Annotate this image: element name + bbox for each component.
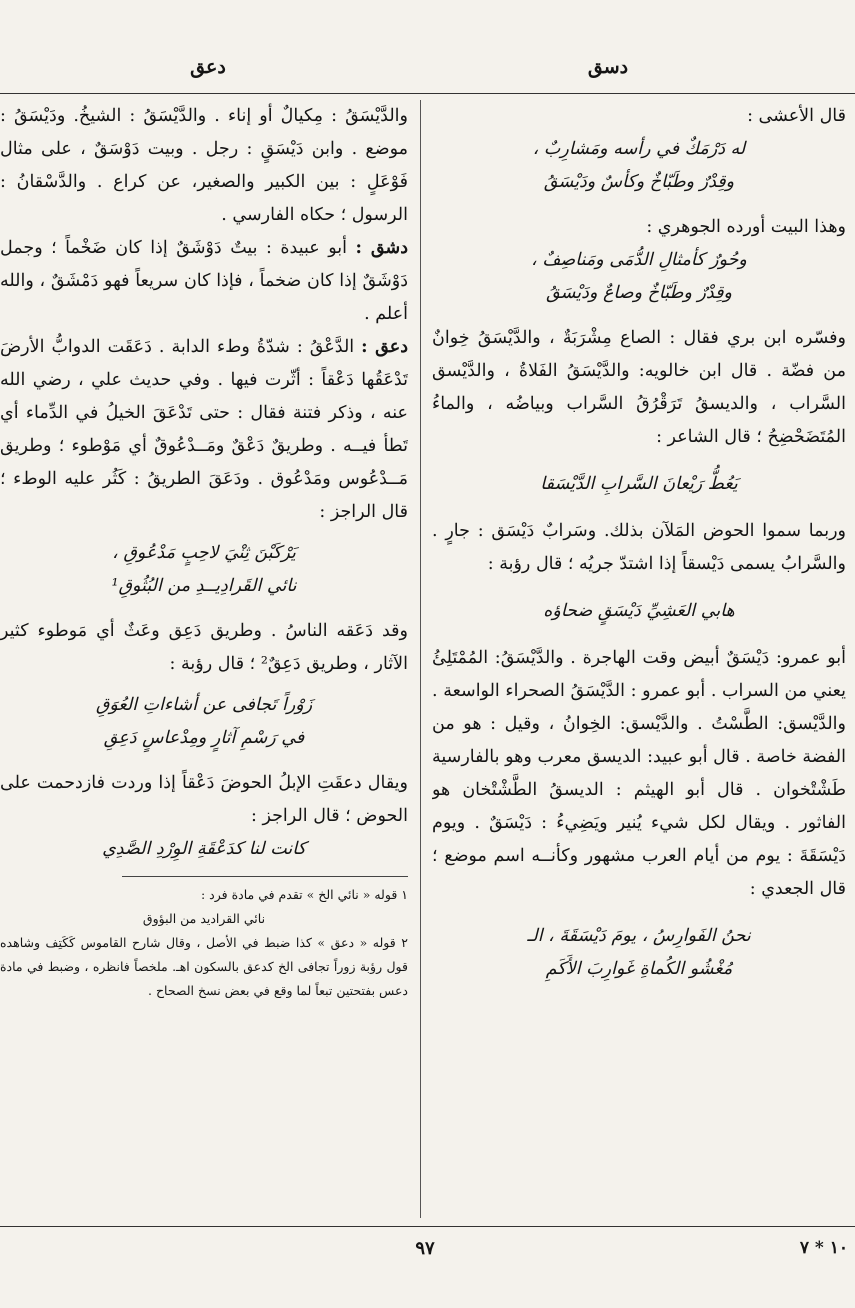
footnote: ١ قوله « نائي الخ » تقدم في مادة فرد :	[201, 887, 408, 902]
entry-daaq	[0, 331, 408, 529]
entry-text: أبو عبيدة : بيتٌ دَوْشَقٌ إذا كان ضَخْماً ؛ وجمل دَوْشَقٌ إذا كان ضخماً ، فإذا كان سريعاً فهو دَمْشَقٌ ، والله أعلم .	[0, 238, 408, 324]
right-running-head: دسق	[587, 56, 629, 78]
signature-mark: ١٠ * ٧	[799, 1238, 848, 1258]
verse-line: في رَسْمِ آثارٍ ومِدْعاسٍ دَعِقِ	[103, 728, 305, 748]
verse-line: وحُورٌ كأمثالِ الدُّمَى ومَناصِفٌ ،	[531, 250, 747, 270]
left-running-head: دعق	[190, 56, 226, 78]
paragraph: أبو عمرو: دَيْسَقٌ أبيض وقت الهاجرة . والدَّيْسَقُ: المُمْتَلِئُ يعني من السراب . أبو عمرو : الدَّيْسَقُ الصحراء الواسعة . والدَّيْسق: الطَّسْتُ . والدَّيْسق: الخِوانُ ، وقيل : هو من الفضة خاصة . قال أبو عبيد: الديسق معرب وهو بالفارسية طَشْتْخوان . قال أبو الهيثم : الديسقُ الطَّشْتْخان هو الفاثور . ويقال لكل شيء يُنير ويَضِيءُ : دَيْسَقٌ . ويوم دَيْسَقَةَ : يوم من أيام العرب مشهور وكأنــه اسم موضع ؛ قال الجعدي :	[432, 648, 846, 899]
paragraph: وهذا البيت أورده الجوهري :	[646, 217, 846, 237]
verse-line: له دَرْمَكٌ في رأسه ومَشارِبٌ ،	[532, 139, 746, 159]
paragraph: وفسّره ابن بري فقال : الصاع مِشْرَبَةٌ ، والدَّيْسَقُ خِوانٌ من فضّة . قال ابن خالويه: والدَّيْسَقُ الفَلاةُ ، والدَّيْسق السَّراب ، والديسقُ تَرَقْرُقُ السَّراب وبياضُه ، والماءُ المُتَضَحْضِحُ ؛ قال الشاعر :	[432, 328, 846, 447]
verse-line: مُغْشُو الكُماةِ غَوارِبَ الأَكَمِ	[545, 959, 733, 979]
verse-line: يَرْكَبْنَ ثِنْيَ لاحِبٍ مَدْعُوقِ ،	[112, 543, 296, 563]
entry-text: الدَّعْقُ : شدّةُ وطء الدابة . دَعَقَت الدوابُّ الأرضَ تَدْعَقُها دَعْقاً : أثّرت فيها . وفي حديث علي ، رضي الله عنه ، وذكر فتنة فقال : حتى تَدْعَقَ الخيلُ في الدِّماء أي تَطأ فيــه . وطريقٌ دَعْقٌ ومَــدْعُوقٌ أي مَوْطوء ؛ وطريق مَــدْعُوس ومَدْعُوق . ودَعَقَ الطريقُ : كَثُر عليه الوطء ؛ قال الراجز :	[0, 337, 408, 522]
lemma-headword: دشق :	[355, 238, 408, 258]
verse-line: زَوْراً تَجافى عن أشاءاتِ العُوَقِ	[95, 695, 313, 715]
footnote-verse: نائي القراديد من البؤوق	[142, 911, 266, 926]
footnote: ٢ قوله « دعق » كذا ضبط في الأصل ، وقال شارح القاموس كَكَتِف وشاهده قول رؤبة زوراً تجافى الخ كدعق بالسكون اهـ. ملخصاً فانظره ، وضبط في مادة دعس بفتحتين تبعاً لما وقع في بعض نسخ الصحاح .	[0, 935, 408, 998]
footnote-rule	[122, 876, 408, 877]
paragraph: وقد دَعَقه الناسُ . وطريق دَعِق وعَثٌ أي مَوطوء كثير الآثار ، وطريق دَعِقٌ² ؛ قال رؤبة :	[0, 621, 408, 674]
paragraph: قال الأعشى :	[747, 106, 846, 126]
entry-dashq	[0, 232, 408, 331]
paragraph: وربما سموا الحوض المَلآن بذلك. وسَرابٌ دَيْسَق : جارٍ . والسَّرابُ يسمى دَيْسقاً إذا اشتدّ جريُه ؛ قال رؤبة :	[432, 521, 846, 574]
verse-line: هابي العَشِيِّ دَيْسَقٍ ضحاؤه	[543, 601, 735, 621]
verse-line: كانت لنا كدَعْقَةِ الوِرْدِ الصَّدِي	[102, 839, 306, 859]
paragraph: ويقال دعقَتِ الإبلُ الحوضَ دَعْقاً إذا وردت فازدحمت على الحوض ؛ قال الراجز :	[0, 773, 408, 826]
lemma-headword: دعق :	[361, 337, 408, 357]
left-column	[0, 100, 408, 1210]
verse-line: نحنُ الفَوارِسُ ، يومَ دَيْسَقَةَ ، الـ	[527, 926, 751, 946]
header-rule	[0, 93, 855, 94]
paragraph: والدَّيْسَقُ : مِكيالٌ أو إناء . والدَّيْسَقُ : الشيخُ. ودَيْسَقُ : موضع . وابن دَيْسَقٍ : رجل . وبيت دَوْسَقٌ ، على مثال فَوْعَلٍ : بين الكبير والصغير، عن كراع . والدَّسْقانُ : الرسول ؛ حكاه الفارسي .	[0, 106, 408, 225]
verse-line: نائي القَرادِيــدِ من البُثُوقِ¹	[111, 576, 297, 596]
footer-rule	[0, 1226, 855, 1227]
page-number: ٩٧	[415, 1238, 435, 1259]
verse-line: يَعُطُّ رَيْعانَ السَّرابِ الدَّيْسَقا	[540, 474, 738, 494]
verse-line: وقِدْرٌ وطَبّاخٌ وصاعٌ ودَيْسَقُ	[546, 283, 732, 303]
verse-line: وقِدْرٌ وطَبّاخٌ وكأسٌ ودَيْسَقُ	[543, 172, 735, 192]
right-column	[432, 100, 846, 1210]
column-divider	[420, 100, 421, 1218]
